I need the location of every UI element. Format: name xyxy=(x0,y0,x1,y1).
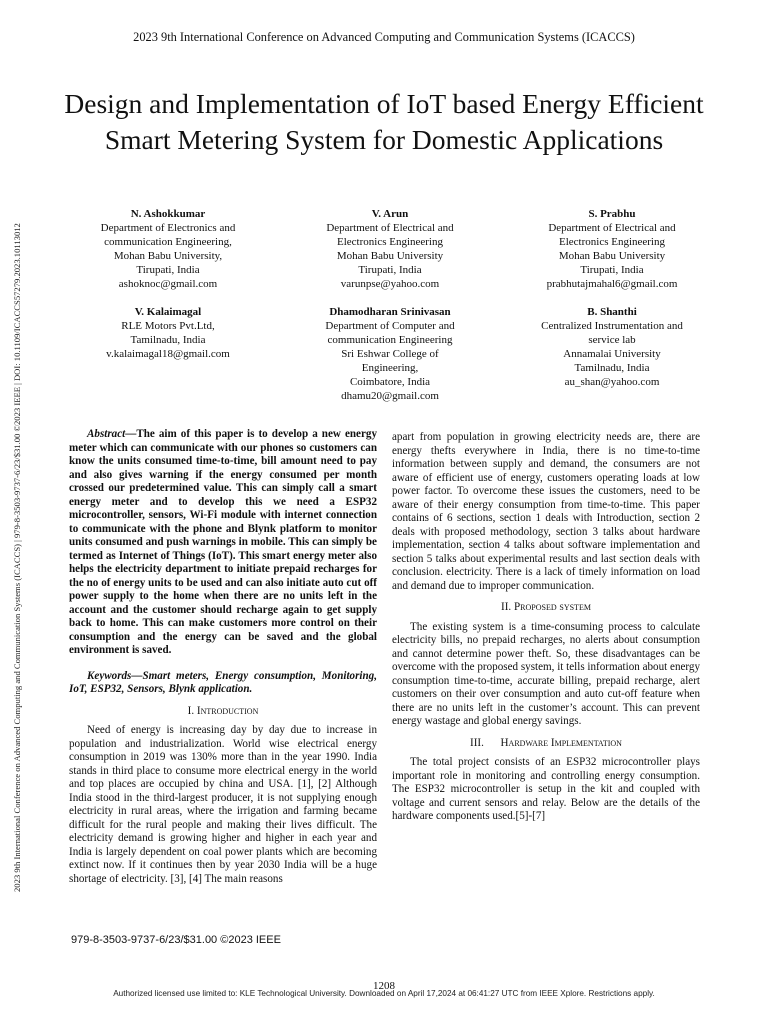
paper-title: Design and Implementation of IoT based Energy Efficient Smart Metering System for Domestic Applications xyxy=(64,88,704,155)
page-number: 1208 xyxy=(373,980,395,992)
author-affiliation-line: Sri Eshwar College of xyxy=(341,348,439,360)
abstract-text: —The aim of this paper is to develop a new energy meter which can communicate with our phones so customers can know the units consumed time-to-time, bill amount need to pay and also gives warning if the energy consumed per month crossed our predetermined value. This can simply call a smart energy meter and to develop this we need a ESP32 microcontroller, sensors, Wi-Fi module with internet connection to communicate with the phone and Blynk platform to monitor units consumed and push warnings in mobile. This can simply be termed as Internet of Things (IoT). This smart energy meter also helps the electricity department to initiate prepaid recharges for the no of energy units to be used and can also initiate auto cut off power supply to the home when there are no units left in the account and the customer should recharge again to get supply back to home. This can make customers more control on their consumption and the energy can be saved and the global environment is saved. xyxy=(69,428,377,656)
author-email: varunpse@yahoo.com xyxy=(340,278,440,290)
author-name: B. Shanthi xyxy=(587,306,637,318)
author-affiliation-line: RLE Motors Pvt.Ltd, xyxy=(121,320,215,332)
author-affiliation-line: communication Engineering xyxy=(327,334,453,346)
keywords-text: —Smart meters, Energy consumption, Monitoring, IoT, ESP32, Sensors, Blynk application. xyxy=(69,669,377,695)
author-block xyxy=(282,207,498,291)
author-affiliation-line: Tamilnadu, India xyxy=(130,334,206,346)
keywords-lead: Keywords xyxy=(87,669,132,682)
author-affiliation-line: Department of Computer and xyxy=(325,320,455,332)
author-email: dhamu20@gmail.com xyxy=(341,390,439,402)
author-affiliation-line: Department of Electrical and xyxy=(326,222,454,234)
author-affiliation-line: Engineering, xyxy=(361,362,419,374)
conference-header: 2023 9th International Conference on Advanced Computing and Communication Systems (ICACCS) xyxy=(133,30,635,44)
author-block xyxy=(504,207,720,291)
author-email: ashoknoc@gmail.com xyxy=(118,278,218,290)
author-name: N. Ashokkumar xyxy=(130,208,206,220)
doi-sidebar: 2023 9th International Conference on Advanced Computing and Communication Systems (ICACCS) | 979-8-3503-9737-6/23/$31.00 ©2023 IEEE | DOI: 10.1109/ICACCS57279.2023.10113012 xyxy=(12,223,22,892)
introduction-continued-paragraph: apart from population in growing electricity needs are, there are energy thefts everywhere in India, there is no time-to-time information between supply and demand, the consumers are not aware of efficient use of energy, customers operating loads at low power factor. To overcome these issues the customers, need to be aware of their energy consumption from time-to-time. This paper contains of 6 sections, section 1 deals with Introduction, section 2 deals with proposed methodology, section 3 talks about hardware implementation, section 4 talks about software implementation and section 5 talks about experimental results and last section deals with conclusion. electricity. There is a lack of timely information on load and demand due to improper communication. xyxy=(392,431,700,592)
author-affiliation-line: communication Engineering, xyxy=(104,236,232,248)
author-affiliation-line: service lab xyxy=(588,334,636,346)
section-heading-introduction: I. Introduction xyxy=(187,704,259,717)
hardware-paragraph: The total project consists of an ESP32 microcontroller plays important role in monitoring and controlling energy consumption. The ESP32 microcontroller is setup in the kit and coupled with voltage and current sensors and relay. Below are the details of the hardware components used.[5]-[7] xyxy=(392,756,700,822)
license-notice: Authorized licensed use limited to: KLE Technological University. Downloaded on April 17,2024 at 06:41:27 UTC from IEEE Xplore. Restrictions apply. xyxy=(113,989,655,998)
keywords xyxy=(69,670,377,697)
author-affiliation-line: Tamilnadu, India xyxy=(574,362,650,374)
author-block xyxy=(60,305,276,361)
author-affiliation-line: Coimbatore, India xyxy=(349,376,431,388)
author-name: S. Prabhu xyxy=(588,208,636,220)
author-affiliation-line: Electronics Engineering xyxy=(559,236,665,248)
author-name: V. Kalaimagal xyxy=(134,306,202,318)
author-name: V. Arun xyxy=(371,208,409,220)
author-email: prabhutajmahal6@gmail.com xyxy=(546,278,678,290)
author-affiliation-line: Department of Electrical and xyxy=(548,222,676,234)
author-email: au_shan@yahoo.com xyxy=(564,376,660,388)
copyright-footnote: 979-8-3503-9737-6/23/$31.00 ©2023 IEEE xyxy=(71,934,281,946)
abstract xyxy=(69,428,377,658)
abstract-lead: Abstract xyxy=(87,428,126,440)
author-affiliation-line: Annamalai University xyxy=(563,348,661,360)
section-heading-proposed-system: II. Proposed system xyxy=(501,601,591,613)
author-affiliation-line: Tirupati, India xyxy=(358,264,422,276)
author-name: Dhamodharan Srinivasan xyxy=(329,306,451,318)
left-column xyxy=(69,428,377,892)
author-affiliation-line: Department of Electronics and xyxy=(100,222,236,234)
author-block xyxy=(60,207,276,291)
introduction-paragraph: Need of energy is increasing day by day due to increase in population and industrialization. World wise electrical energy consumption in 2019 was 130% more than in the year 1990. India stands in third place to consume more electrical energy in the world and top places are occupied by china and USA. [1], [2] Although India stood in the third-largest producer, it is not supplying enough electricity in rural areas, where the irrigation and farming became difficult for the rural people and making their lives difficult. The electricity demand is growing higher and higher in each year and India is largely dependent on coal power plants which are becoming extinct now. If it continues then by year 2030 India will be a huge shortage of electricity. [3], [4] The main reasons xyxy=(69,724,377,885)
author-email: v.kalaimagal18@gmail.com xyxy=(106,348,230,360)
author-block xyxy=(282,305,498,403)
author-affiliation-line: Mohan Babu University xyxy=(336,250,444,262)
author-affiliation-line: Mohan Babu University xyxy=(558,250,666,262)
author-affiliation-line: Electronics Engineering xyxy=(337,236,443,248)
section-heading-hardware: III. Hardware Implementation xyxy=(470,736,622,749)
author-affiliation-line: Tirupati, India xyxy=(580,264,644,276)
author-block xyxy=(504,305,720,389)
author-affiliation-line: Centralized Instrumentation and xyxy=(541,320,683,332)
author-affiliation-line: Tirupati, India xyxy=(136,264,200,276)
author-affiliation-line: Mohan Babu University, xyxy=(113,250,223,262)
right-column xyxy=(392,431,700,830)
proposed-system-paragraph: The existing system is a time-consuming process to calculate electricity bills, no prepaid recharges, no alerts about consumption and cannot determine power theft. So, these disadvantages can be overcome with the proposed system, it tells information about energy consumption time-to-time, accurate billing, prepaid recharge, alert customers on their over consumption and auto cut-off feature when there are no units left in the customer’s account. This can prevent energy wastage and global energy savings. xyxy=(392,620,700,727)
